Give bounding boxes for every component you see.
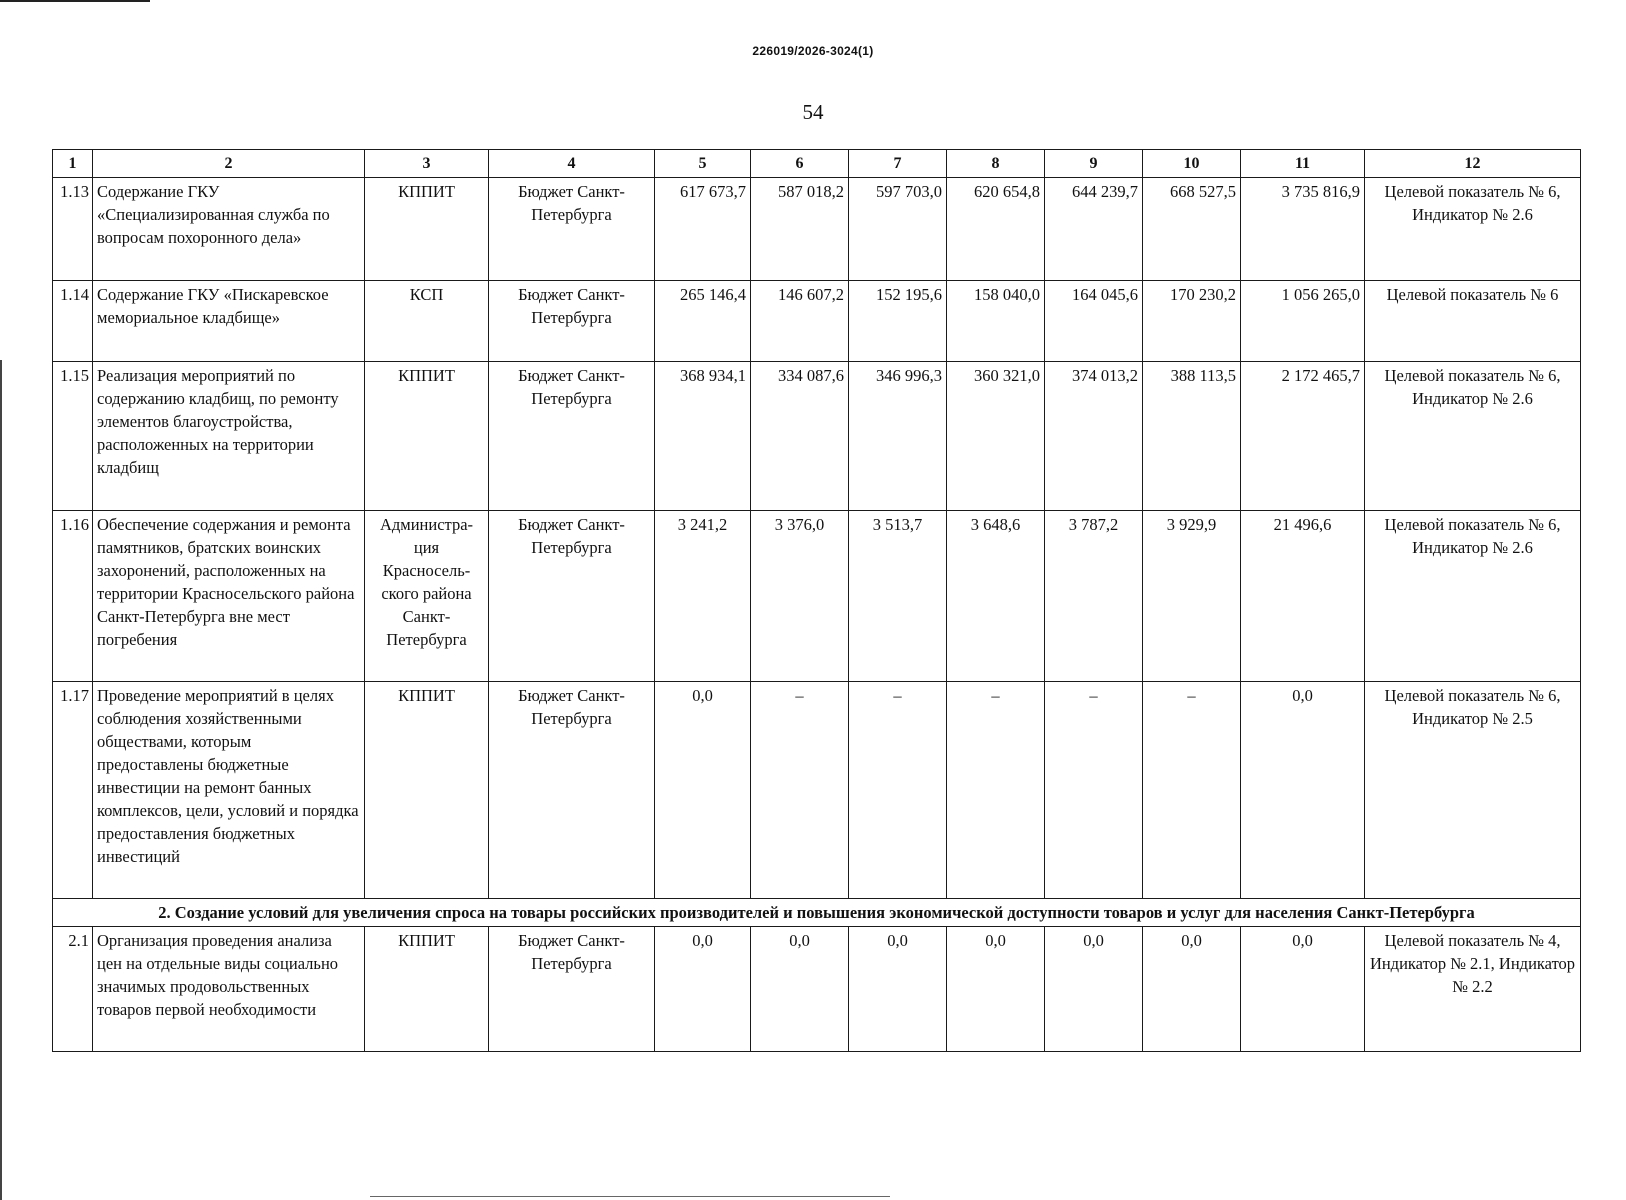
- value-col-10: 3 929,9: [1143, 511, 1241, 682]
- executor: КППИТ: [365, 178, 489, 281]
- value-col-7: 152 195,6: [849, 281, 947, 362]
- value-col-8: –: [947, 682, 1045, 899]
- executor: КСП: [365, 281, 489, 362]
- row-number: 1.17: [53, 682, 93, 899]
- value-col-5: 0,0: [655, 682, 751, 899]
- column-number-4: 4: [489, 150, 655, 178]
- column-number-1: 1: [53, 150, 93, 178]
- value-col-9: 0,0: [1045, 927, 1143, 1052]
- value-col-8: 360 321,0: [947, 362, 1045, 511]
- row-number: 1.15: [53, 362, 93, 511]
- row-number: 1.13: [53, 178, 93, 281]
- scan-edge-left: [0, 360, 2, 1200]
- column-number-10: 10: [1143, 150, 1241, 178]
- value-col-10: –: [1143, 682, 1241, 899]
- indicator: Целевой показатель № 6, Индикатор № 2.6: [1365, 178, 1581, 281]
- value-col-6: 587 018,2: [751, 178, 849, 281]
- value-total: 21 496,6: [1241, 511, 1365, 682]
- table-row: [53, 927, 1581, 1052]
- value-col-9: –: [1045, 682, 1143, 899]
- value-col-7: 3 513,7: [849, 511, 947, 682]
- executor: КППИТ: [365, 362, 489, 511]
- scan-artifact-bottom: [370, 1196, 890, 1197]
- activity-name: Содержание ГКУ «Специализированная служба по вопросам похоронного дела»: [93, 178, 365, 281]
- value-col-6: 0,0: [751, 927, 849, 1052]
- funding-source: Бюджет Санкт-Петербурга: [489, 281, 655, 362]
- value-col-9: 164 045,6: [1045, 281, 1143, 362]
- indicator: Целевой показатель № 6, Индикатор № 2.5: [1365, 682, 1581, 899]
- column-number-5: 5: [655, 150, 751, 178]
- scan-edge-top-left: [0, 0, 150, 2]
- funding-source: Бюджет Санкт-Петербурга: [489, 511, 655, 682]
- funding-source: Бюджет Санкт-Петербурга: [489, 682, 655, 899]
- column-number-8: 8: [947, 150, 1045, 178]
- value-col-10: 0,0: [1143, 927, 1241, 1052]
- column-number-3: 3: [365, 150, 489, 178]
- table-header-row: [53, 150, 1581, 178]
- value-col-7: 597 703,0: [849, 178, 947, 281]
- row-number: 1.16: [53, 511, 93, 682]
- value-col-6: 146 607,2: [751, 281, 849, 362]
- value-col-10: 388 113,5: [1143, 362, 1241, 511]
- funding-source: Бюджет Санкт-Петербурга: [489, 927, 655, 1052]
- table-row: [53, 511, 1581, 682]
- column-number-7: 7: [849, 150, 947, 178]
- value-col-7: 346 996,3: [849, 362, 947, 511]
- value-total: 1 056 265,0: [1241, 281, 1365, 362]
- value-col-9: 3 787,2: [1045, 511, 1143, 682]
- row-number: 2.1: [53, 927, 93, 1052]
- table-row: [53, 178, 1581, 281]
- value-col-7: 0,0: [849, 927, 947, 1052]
- activity-name: Организация проведения анализа цен на отдельные виды социально значимых продовольственных товаров первой необходимости: [93, 927, 365, 1052]
- activity-name: Проведение мероприятий в целях соблюдения хозяйственными обществами, которым предоставлены бюджетные инвестиции на ремонт банных комплексов, цели, условий и порядка предоставления бюджетных инвестиций: [93, 682, 365, 899]
- value-col-5: 3 241,2: [655, 511, 751, 682]
- value-col-8: 158 040,0: [947, 281, 1045, 362]
- column-number-6: 6: [751, 150, 849, 178]
- value-col-5: 0,0: [655, 927, 751, 1052]
- value-col-9: 374 013,2: [1045, 362, 1143, 511]
- executor: КППИТ: [365, 927, 489, 1052]
- page-number: 54: [802, 100, 824, 124]
- table-row: [53, 362, 1581, 511]
- value-col-8: 620 654,8: [947, 178, 1045, 281]
- value-col-5: 368 934,1: [655, 362, 751, 511]
- document-registration-code: 226019/2026-3024(1): [752, 44, 874, 58]
- value-total: 0,0: [1241, 682, 1365, 899]
- activity-name: Содержание ГКУ «Пискаревское мемориальное кладбище»: [93, 281, 365, 362]
- value-col-6: 3 376,0: [751, 511, 849, 682]
- value-col-8: 0,0: [947, 927, 1045, 1052]
- activity-name: Реализация мероприятий по содержанию кладбищ, по ремонту элементов благоустройства, расположенных на территории кладбищ: [93, 362, 365, 511]
- funding-source: Бюджет Санкт-Петербурга: [489, 178, 655, 281]
- indicator: Целевой показатель № 6, Индикатор № 2.6: [1365, 362, 1581, 511]
- value-col-6: –: [751, 682, 849, 899]
- column-number-2: 2: [93, 150, 365, 178]
- indicator: Целевой показатель № 4, Индикатор № 2.1, Индикатор № 2.2: [1365, 927, 1581, 1052]
- value-col-10: 170 230,2: [1143, 281, 1241, 362]
- column-number-11: 11: [1241, 150, 1365, 178]
- column-number-12: 12: [1365, 150, 1581, 178]
- funding-source: Бюджет Санкт-Петербурга: [489, 362, 655, 511]
- section-title: 2. Создание условий для увеличения спроса на товары российских производителей и повышения экономической доступности товаров и услуг для населения Санкт-Петербурга: [53, 899, 1581, 927]
- column-number-9: 9: [1045, 150, 1143, 178]
- value-col-10: 668 527,5: [1143, 178, 1241, 281]
- value-total: 0,0: [1241, 927, 1365, 1052]
- row-number: 1.14: [53, 281, 93, 362]
- value-col-7: –: [849, 682, 947, 899]
- activity-name: Обеспечение содержания и ремонта памятников, братских воинских захоронений, расположенных на территории Красносельского района Санкт-Петербурга вне мест погребения: [93, 511, 365, 682]
- value-col-5: 617 673,7: [655, 178, 751, 281]
- executor: Администра-ция Красносель-ского района Санкт-Петербурга: [365, 511, 489, 682]
- value-col-6: 334 087,6: [751, 362, 849, 511]
- value-total: 3 735 816,9: [1241, 178, 1365, 281]
- section-heading-row: [53, 899, 1581, 927]
- value-total: 2 172 465,7: [1241, 362, 1365, 511]
- indicator: Целевой показатель № 6: [1365, 281, 1581, 362]
- value-col-9: 644 239,7: [1045, 178, 1143, 281]
- value-col-8: 3 648,6: [947, 511, 1045, 682]
- table-row: [53, 682, 1581, 899]
- program-activities-table: [52, 149, 1581, 1052]
- table-row: [53, 281, 1581, 362]
- executor: КППИТ: [365, 682, 489, 899]
- value-col-5: 265 146,4: [655, 281, 751, 362]
- indicator: Целевой показатель № 6, Индикатор № 2.6: [1365, 511, 1581, 682]
